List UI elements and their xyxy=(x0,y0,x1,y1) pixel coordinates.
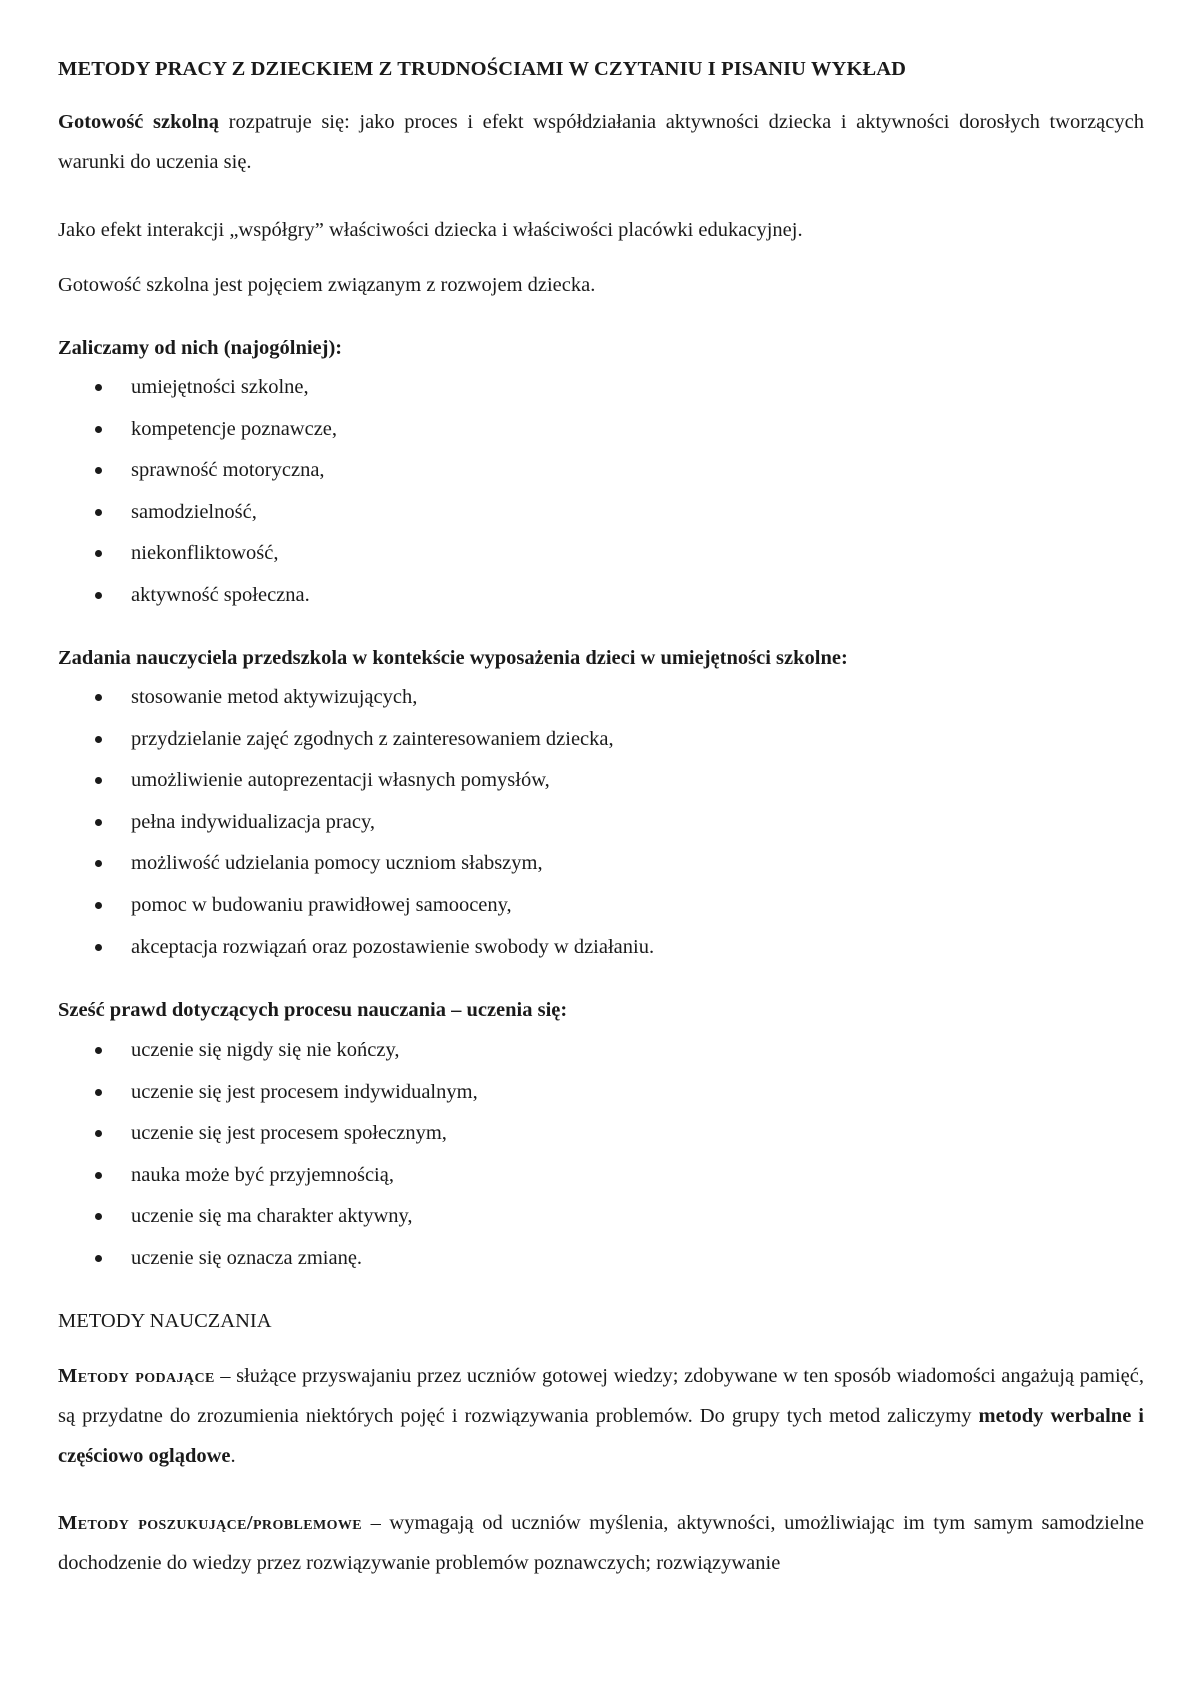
list-item: pomoc w budowaniu prawidłowej samooceny, xyxy=(58,885,654,927)
list-item: stosowanie metod aktywizujących, xyxy=(58,677,654,719)
bullet-icon xyxy=(95,736,102,743)
list-item: umiejętności szkolne, xyxy=(58,367,337,409)
list-item: uczenie się jest procesem społecznym, xyxy=(58,1113,478,1155)
list-item: pełna indywidualizacja pracy, xyxy=(58,802,654,844)
intro-term: Gotowość szkolną xyxy=(58,111,220,133)
document-title: METODY PRACY Z DZIECKIEM Z TRUDNOŚCIAMI W CZYTANIU I PISANIU WYKŁAD xyxy=(58,58,907,80)
list-item: umożliwienie autoprezentacji własnych pomysłów, xyxy=(58,760,654,802)
bullet-icon xyxy=(95,550,102,557)
section-heading-readiness: Zaliczamy od nich (najogólniej): xyxy=(58,337,343,359)
bullet-icon xyxy=(95,694,102,701)
paragraph-methods-poszukujace: Metody poszukujące/problemowe – wymagają od uczniów myślenia, aktywności, umożliwiając im tym samym samodzielne dochodzenie do wiedzy przez rozwiązywanie problemów poznawczych; rozwiązywanie xyxy=(58,1512,1144,1574)
bullet-icon xyxy=(95,902,102,909)
bullet-icon xyxy=(95,592,102,599)
bullet-icon xyxy=(95,1172,102,1179)
list-item: samodzielność, xyxy=(58,492,337,534)
list-item: nauka może być przyjemnością, xyxy=(58,1155,478,1197)
bullet-icon xyxy=(95,1213,102,1220)
methods-heading: METODY NAUCZANIA xyxy=(58,1310,272,1332)
paragraph-interaction: Jako efekt interakcji „współgry” właściwości dziecka i właściwości placówki edukacyjnej. xyxy=(58,219,803,241)
section-heading-teacher-tasks: Zadania nauczyciela przedszkola w kontekście wyposażenia dzieci w umiejętności szkolne: xyxy=(58,647,848,669)
intro-paragraph xyxy=(58,102,1144,182)
bullet-icon xyxy=(95,467,102,474)
list-item: uczenie się jest procesem indywidualnym, xyxy=(58,1072,478,1114)
list-item: uczenie się nigdy się nie kończy, xyxy=(58,1030,478,1072)
bullet-icon xyxy=(95,944,102,951)
intro-text: rozpatruje się: jako proces i efekt współdziałania aktywności dziecka i aktywności dorosłych tworzących warunki do uczenia się. xyxy=(58,111,1144,173)
bullet-icon xyxy=(95,1130,102,1137)
term-podajace: Metody podające xyxy=(58,1365,215,1387)
list-item: kompetencje poznawcze, xyxy=(58,409,337,451)
bullet-icon xyxy=(95,1047,102,1054)
paragraph-development: Gotowość szkolna jest pojęciem związanym z rozwojem dziecka. xyxy=(58,274,596,296)
six-truths-list xyxy=(58,1030,478,1280)
list-item: uczenie się ma charakter aktywny, xyxy=(58,1196,478,1238)
list-item: uczenie się oznacza zmianę. xyxy=(58,1238,478,1280)
list-item: aktywność społeczna. xyxy=(58,575,337,617)
list-item: sprawność motoryczna, xyxy=(58,450,337,492)
bullet-icon xyxy=(95,509,102,516)
bullet-icon xyxy=(95,819,102,826)
list-item: akceptacja rozwiązań oraz pozostawienie swobody w działaniu. xyxy=(58,927,654,969)
readiness-list xyxy=(58,367,337,617)
list-item: przydzielanie zajęć zgodnych z zainteresowaniem dziecka, xyxy=(58,719,654,761)
list-item: niekonfliktowość, xyxy=(58,533,337,575)
bullet-icon xyxy=(95,860,102,867)
bullet-icon xyxy=(95,1089,102,1096)
bullet-icon xyxy=(95,426,102,433)
bullet-icon xyxy=(95,1255,102,1262)
bullet-icon xyxy=(95,777,102,784)
term-werbalne: metody werbalne i częściowo oglądowe xyxy=(58,1405,1145,1467)
term-poszukujace: Metody poszukujące/problemowe xyxy=(58,1512,362,1534)
section-heading-six-truths: Sześć prawd dotyczących procesu nauczania – uczenia się: xyxy=(58,999,568,1021)
bullet-icon xyxy=(95,384,102,391)
list-item: możliwość udzielania pomocy uczniom słabszym, xyxy=(58,843,654,885)
paragraph-methods-podajace: Metody podające – służące przyswajaniu przez uczniów gotowej wiedzy; zdobywane w ten sposób wiadomości angażują pamięć, są przydatne do zrozumienia niektórych pojęć i rozwiązywania problemów. Do grupy tych metod zaliczymy metody werbalne i częściowo oglądowe. xyxy=(58,1365,1145,1467)
teacher-tasks-list xyxy=(58,677,654,968)
